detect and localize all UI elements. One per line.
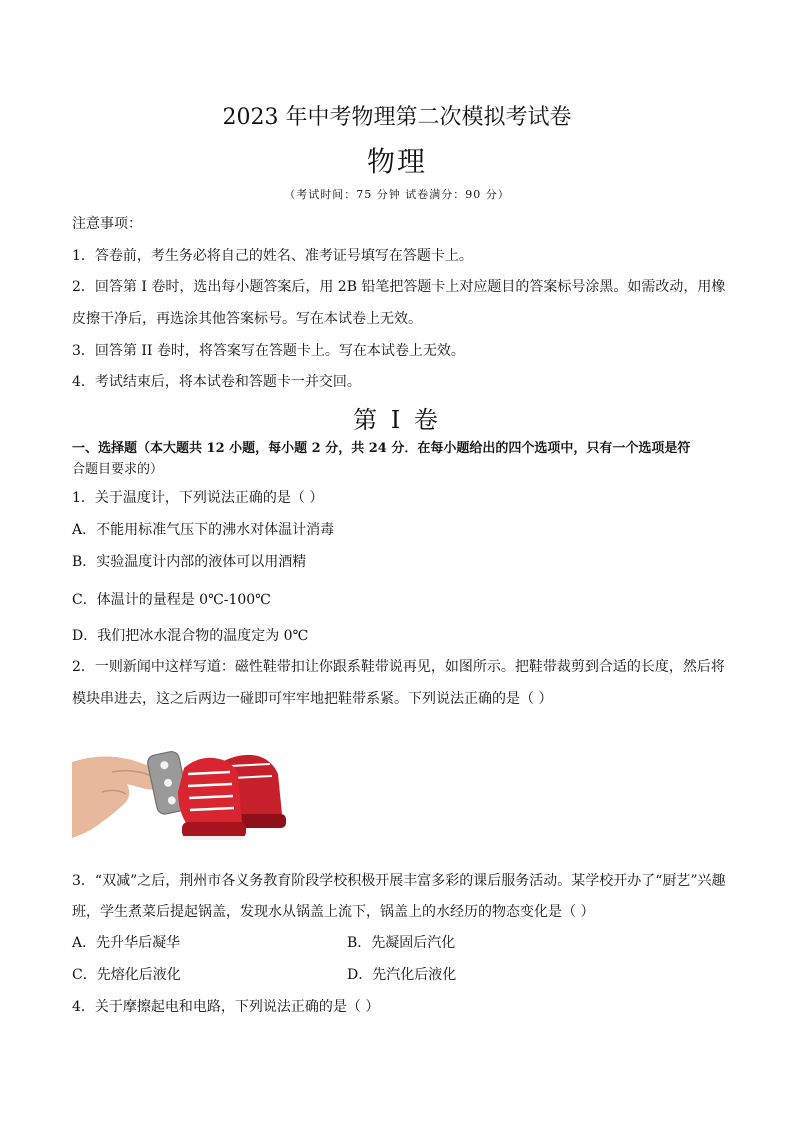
q1-option-c: C．体温计的量程是 0℃-100℃ [72,592,271,608]
question-4-stem: 4．关于摩擦起电和电路，下列说法正确的是（ ） [72,999,380,1015]
question-2-stem: 2．一则新闻中这样写道：磁性鞋带扣让你跟系鞋带说再见，如图所示。把鞋带裁剪到合适的长度，然后将 [72,659,725,675]
section-intro-line2: 合题目要求的） [72,462,164,477]
note-item: 3．回答第 II 卷时，将答案写在答题卡上。写在本试卷上无效。 [72,343,465,359]
sneaker-magnetic-lace-image [72,722,290,854]
section-intro: 一、选择题（本大题共 12 小题，每小题 2 分，共 24 分．在每小题给出的四个选项中，只有一个选项是符 [72,441,691,456]
note-item: 4．考试结束后，将本试卷和答题卡一并交回。 [72,374,361,390]
section-title: 第 I 卷 [353,406,441,434]
q1-option-a: A．不能用标准气压下的沸水对体温计消毒 [72,522,335,538]
exam-title: 2023 年中考物理第二次模拟考试卷 [222,105,572,130]
notes-heading: 注意事项： [72,216,142,232]
question-1-stem: 1．关于温度计，下列说法正确的是（ ） [72,490,324,506]
q3-option-d: D．先汽化后液化 [347,967,457,983]
q1-option-d: D．我们把冰水混合物的温度定为 0℃ [72,628,309,644]
question-3-stem-line2: 班，学生煮菜后提起锅盖，发现水从锅盖上流下，锅盖上的水经历的物态变化是（ ） [72,904,595,920]
exam-info: （考试时间：75 分钟 试卷满分：90 分） [284,188,510,201]
subject-title: 物理 [366,145,427,178]
q3-option-b: B．先凝固后汽化 [347,935,456,951]
note-item: 皮擦干净后，再选涂其他答案标号。写在本试卷上无效。 [72,311,422,327]
note-item: 1．答卷前，考生务必将自己的姓名、准考证号填写在答题卡上。 [72,248,473,264]
q3-option-c: C．先熔化后液化 [72,967,181,983]
question-2-stem-line2: 模块串进去，这之后两边一碰即可牢牢地把鞋带系紧。下列说法正确的是（ ） [72,691,553,707]
note-item: 2．回答第 I 卷时，选出每小题答案后，用 2B 铅笔把答题卡上对应题目的答案标号涂黑。如需改动，用橡 [72,279,726,295]
question-3-stem: 3．“双减”之后，荆州市各义务教育阶段学校积极开展丰富多彩的课后服务活动。某学校开办了“厨艺”兴趣 [72,873,726,889]
q3-option-a: A．先升华后凝华 [72,935,181,951]
q1-option-b: B．实验温度计内部的液体可以用酒精 [72,554,307,570]
